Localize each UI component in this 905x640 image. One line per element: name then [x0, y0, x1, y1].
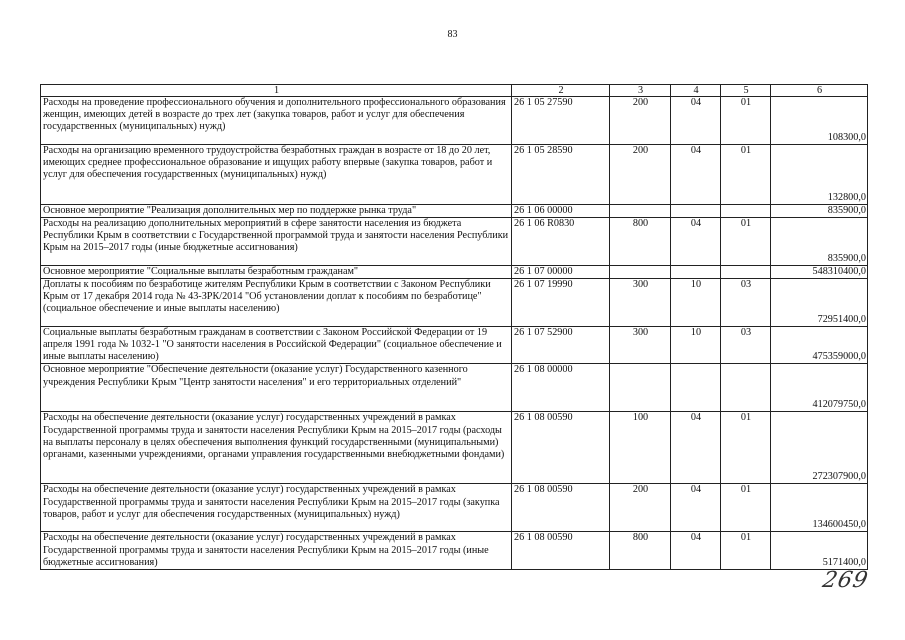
- row-subsection: 01: [721, 218, 771, 266]
- row-section: [671, 364, 721, 412]
- table-row: [41, 97, 868, 145]
- row-amount: 835900,0: [771, 205, 868, 218]
- budget-table: [40, 84, 868, 570]
- row-target-code: 26 1 06 R0830: [512, 218, 610, 266]
- row-expense-type: 300: [610, 327, 671, 364]
- row-amount: 272307900,0: [771, 412, 868, 484]
- column-header: 2: [512, 85, 610, 97]
- row-description: Основное мероприятие "Социальные выплаты безработным гражданам": [41, 266, 512, 279]
- row-amount: 412079750,0: [771, 364, 868, 412]
- column-header: 6: [771, 85, 868, 97]
- row-description: Расходы на реализацию дополнительных мероприятий в сфере занятости населения из бюджета Республики Крым в соответствии с Государственной программой труда и занятости населения Республики Крым на 2015–2017 годы (иные бюджетные ассигнования): [41, 218, 512, 266]
- row-expense-type: 300: [610, 279, 671, 327]
- row-section: 04: [671, 97, 721, 145]
- row-section: 04: [671, 218, 721, 266]
- row-amount: 134600450,0: [771, 484, 868, 532]
- row-section: 04: [671, 412, 721, 484]
- table-header-row: [41, 85, 868, 97]
- row-expense-type: 800: [610, 532, 671, 569]
- row-target-code: 26 1 07 52900: [512, 327, 610, 364]
- row-subsection: 01: [721, 145, 771, 205]
- row-target-code: 26 1 05 28590: [512, 145, 610, 205]
- row-target-code: 26 1 05 27590: [512, 97, 610, 145]
- row-target-code: 26 1 07 19990: [512, 279, 610, 327]
- column-header: 1: [41, 85, 512, 97]
- row-description: Расходы на обеспечение деятельности (оказание услуг) государственных учреждений в рамках Государственной программы труда и занятости населения Республики Крым на 2015–2017 годы (закупка товаров, работ и услуг для обеспечения государственных (муниципальных) нужд): [41, 484, 512, 532]
- row-target-code: 26 1 06 00000: [512, 205, 610, 218]
- table-row: [41, 218, 868, 266]
- row-expense-type: [610, 205, 671, 218]
- row-subsection: 03: [721, 327, 771, 364]
- handwritten-page-mark: 269: [820, 568, 871, 593]
- page-number: 83: [447, 29, 458, 40]
- row-description: Расходы на обеспечение деятельности (оказание услуг) государственных учреждений в рамках Государственной программы труда и занятости населения Республики Крым на 2015–2017 годы (расходы на выплаты персоналу в целях обеспечения выполнения функций государственными (муниципальными) органами, казенными учреждениями, органами управления государственными внебюджетными фондами): [41, 412, 512, 484]
- row-target-code: 26 1 08 00590: [512, 412, 610, 484]
- row-section: [671, 205, 721, 218]
- table-body: [41, 97, 868, 570]
- row-amount: 475359000,0: [771, 327, 868, 364]
- row-amount: 108300,0: [771, 97, 868, 145]
- row-description: Социальные выплаты безработным гражданам в соответствии с Законом Российской Федерации от 19 апреля 1991 года № 1032-1 "О занятости населения в Российской Федерации" (социальное обеспечение и иные выплаты населению): [41, 327, 512, 364]
- row-section: 04: [671, 484, 721, 532]
- row-target-code: 26 1 08 00590: [512, 484, 610, 532]
- table-row: [41, 145, 868, 205]
- row-subsection: 01: [721, 97, 771, 145]
- row-subsection: 01: [721, 484, 771, 532]
- row-description: Расходы на проведение профессионального обучения и дополнительного профессионального образования женщин, имеющих детей в возрасте до трех лет (закупка товаров, работ и услуг для обеспечения государственных (муниципальных) нужд): [41, 97, 512, 145]
- table-row: [41, 484, 868, 532]
- row-expense-type: 200: [610, 97, 671, 145]
- row-section: 10: [671, 327, 721, 364]
- table-row: [41, 205, 868, 218]
- row-subsection: 01: [721, 412, 771, 484]
- row-amount: 548310400,0: [771, 266, 868, 279]
- table-row: [41, 279, 868, 327]
- table-row: [41, 364, 868, 412]
- row-amount: 132800,0: [771, 145, 868, 205]
- row-amount: 72951400,0: [771, 279, 868, 327]
- row-amount: 5171400,0: [771, 532, 868, 569]
- row-description: Расходы на обеспечение деятельности (оказание услуг) государственных учреждений в рамках Государственной программы труда и занятости населения Республики Крым на 2015–2017 годы (иные бюджетные ассигнования): [41, 532, 512, 569]
- column-header: 5: [721, 85, 771, 97]
- row-description: Основное мероприятие "Обеспечение деятельности (оказание услуг) Государственного казенного учреждения Республики Крым "Центр занятости населения" и его территориальных отделений": [41, 364, 512, 412]
- row-target-code: 26 1 08 00590: [512, 532, 610, 569]
- row-target-code: 26 1 08 00000: [512, 364, 610, 412]
- column-header: 3: [610, 85, 671, 97]
- row-section: 10: [671, 279, 721, 327]
- row-expense-type: 200: [610, 145, 671, 205]
- table-row: [41, 532, 868, 569]
- row-expense-type: 200: [610, 484, 671, 532]
- row-section: [671, 266, 721, 279]
- row-expense-type: 100: [610, 412, 671, 484]
- row-description: Доплаты к пособиям по безработице жителям Республики Крым в соответствии с Законом Республики Крым от 17 декабря 2014 года № 43-ЗРК/2014 "Об установлении доплат к пособиям по безработице" (социальное обеспечение и иные выплаты населению): [41, 279, 512, 327]
- row-target-code: 26 1 07 00000: [512, 266, 610, 279]
- row-expense-type: [610, 266, 671, 279]
- row-subsection: [721, 364, 771, 412]
- row-subsection: [721, 205, 771, 218]
- row-section: 04: [671, 532, 721, 569]
- table-row: [41, 266, 868, 279]
- table-row: [41, 327, 868, 364]
- row-subsection: [721, 266, 771, 279]
- row-section: 04: [671, 145, 721, 205]
- row-subsection: 01: [721, 532, 771, 569]
- row-subsection: 03: [721, 279, 771, 327]
- row-amount: 835900,0: [771, 218, 868, 266]
- column-header: 4: [671, 85, 721, 97]
- row-expense-type: 800: [610, 218, 671, 266]
- table-row: [41, 412, 868, 484]
- row-description: Расходы на организацию временного трудоустройства безработных граждан в возрасте от 18 до 20 лет, имеющих среднее профессиональное образование и ищущих работу впервые (закупка товаров, работ и услуг для обеспечения государственных (муниципальных) нужд): [41, 145, 512, 205]
- row-expense-type: [610, 364, 671, 412]
- row-description: Основное мероприятие "Реализация дополнительных мер по поддержке рынка труда": [41, 205, 512, 218]
